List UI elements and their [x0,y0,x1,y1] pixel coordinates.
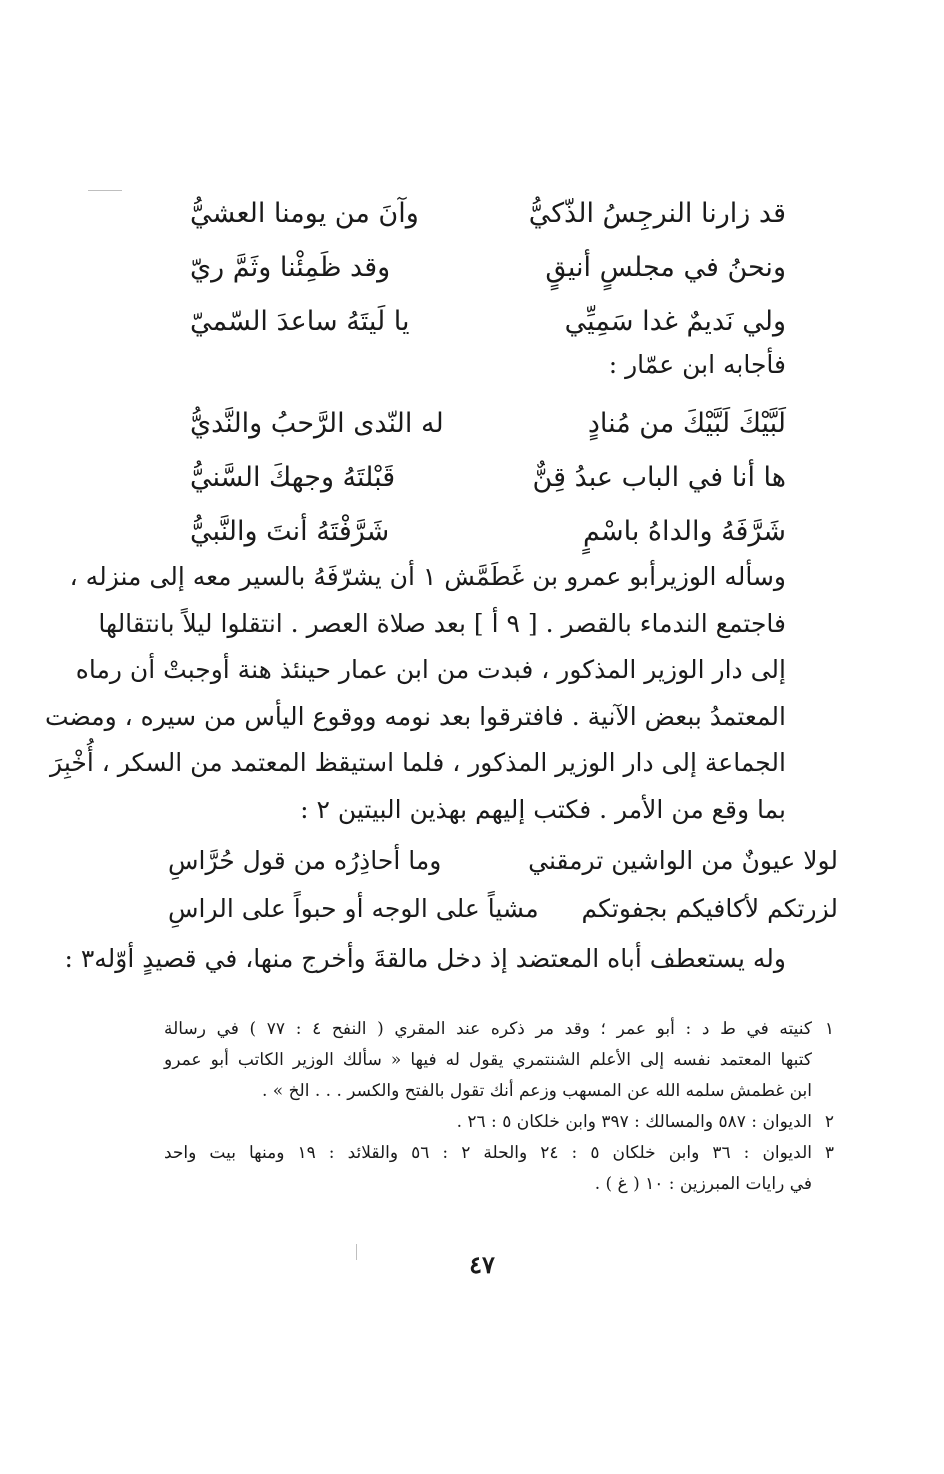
verse-line [190,504,786,558]
prose-line: بما وقع من الأمر . فكتب إليهم بهذين البيتين ٢ : [300,794,786,824]
footnote-line: كنيته في ط د : أبو عمر ؛ وقد مر ذكره عند المقري ( النفح ٤ : ٧٧ ) في رسالة [164,1019,812,1039]
verse-first-hemistich: لَبَّيْكَ لَبَّيْكَ من مُنادٍ [587,407,786,439]
footnote-line: الديوان : ٣٦ وابن خلكان ٥ : ٢٤ والحلة ٢ : ٥٦ والقلائد : ١٩ ومنها بيت واحد [164,1143,812,1163]
scan-mark [88,190,122,191]
footnote-body [164,1014,812,1107]
footnote-number: ٣ [824,1143,834,1163]
poem-2 [190,396,786,558]
verse-first-hemistich: ونحنُ في مجلسٍ أنيقٍ [545,251,786,283]
prose-paragraph [44,554,786,833]
verse-line [168,836,838,884]
verse-line [190,294,786,348]
scan-mark [356,1244,357,1260]
verse-first-hemistich: ها أنا في الباب عبدُ قِنٌّ [532,461,786,493]
closing-line: وله يستعطف أباه المعتضد إذ دخل مالقةَ وأخرج منها، في قصيدٍ أوّله٣ : [64,944,786,973]
footnote-body [164,1138,812,1200]
verse-second-hemistich: وقد ظَمِئْنا وثَمَّ ريّ [190,251,391,283]
footnotes [164,1014,834,1200]
verse-line [190,240,786,294]
footnote-3 [164,1138,834,1200]
verse-first-hemistich: قد زارنا النرجِسُ الذّكيُّ [528,197,786,229]
poem-1 [190,186,786,348]
verse-first-hemistich: لزرتكم لأكافيكم بجفوتكم [581,893,838,923]
verse-second-hemistich: وما أحاذِرُه من قول حُرَّاسِ [168,845,442,875]
poem-3 [168,836,838,932]
verse-second-hemistich: وآنَ من يومنا العشيُّ [190,197,419,229]
verse-second-hemistich: شَرَّفْتَهُ أنتَ والنَّبيُّ [190,515,390,547]
footnote-number: ٢ [824,1112,834,1132]
verse-line [190,396,786,450]
prose-line: فاجتمع الندماء بالقصر . [ ٩ أ ] بعد صلاة العصر . انتقلوا ليلاً بانتقالها [98,608,786,638]
prose-line: المعتمدُ ببعض الآنية . فافترقوا بعد نومه ووقوع اليأس من سيره ، ومضت [44,701,786,731]
verse-line [190,450,786,504]
verse-second-hemistich: قَبْلتَهُ وجهكَ السَّنيُّ [190,461,396,493]
footnote-line: في رايات المبرزين : ١٠ ( غ ) . [594,1174,812,1194]
footnote-number: ١ [824,1019,834,1039]
page-number: ٤٧ [469,1250,495,1279]
verse-first-hemistich: لولا عيونٌ من الواشين ترمقني [528,845,838,875]
prose-line: إلى دار الوزير المذكور ، فبدت من ابن عمار حينئذ هنة أوجبتْ أن رماه [75,655,786,684]
verse-second-hemistich: مشياً على الوجه أو حبواً على الراسِ [168,893,539,923]
verse-first-hemistich: شَرَّفَهُ والداهُ باسْمٍ [583,515,786,547]
footnote-body [164,1107,812,1138]
footnote-line: كتبها المعتمد نفسه إلى الأعلم الشنتمري يقول له فيها « سألك الوزير الكاتب أبو عمرو [164,1050,812,1070]
prose-line: وسأله الوزيرأبو عمرو بن غَطَمَّش ١ أن يشرّفَهُ بالسير معه إلى منزله ، [69,562,786,591]
verse-second-hemistich: يا لَيتَهُ ساعدَ السّميّ [190,305,410,337]
footnote-1 [164,1014,834,1107]
verse-first-hemistich: ولي نَديمٌ غدا سَمِيِّي [564,305,786,337]
prose-line: الجماعة إلى دار الوزير المذكور ، فلما استيقظ المعتمد من السكر ، أُخْبِرَ [50,748,786,777]
verse-line [168,884,838,932]
footnote-2 [164,1107,834,1138]
verse-line [190,186,786,240]
reply-intro: فأجابه ابن عمّار : [608,350,786,379]
footnote-line: ابن غطمش سلمه الله عن المسهب وزعم أنك تقول بالفتح والكسر . . . الخ » . [261,1081,812,1101]
verse-second-hemistich: له النّدى الرَّحبُ والنَّديُّ [190,407,444,439]
footnote-line: الديوان : ٥٨٧ والمسالك : ٣٩٧ وابن خلكان ٥ : ٢٦ . [456,1112,812,1132]
